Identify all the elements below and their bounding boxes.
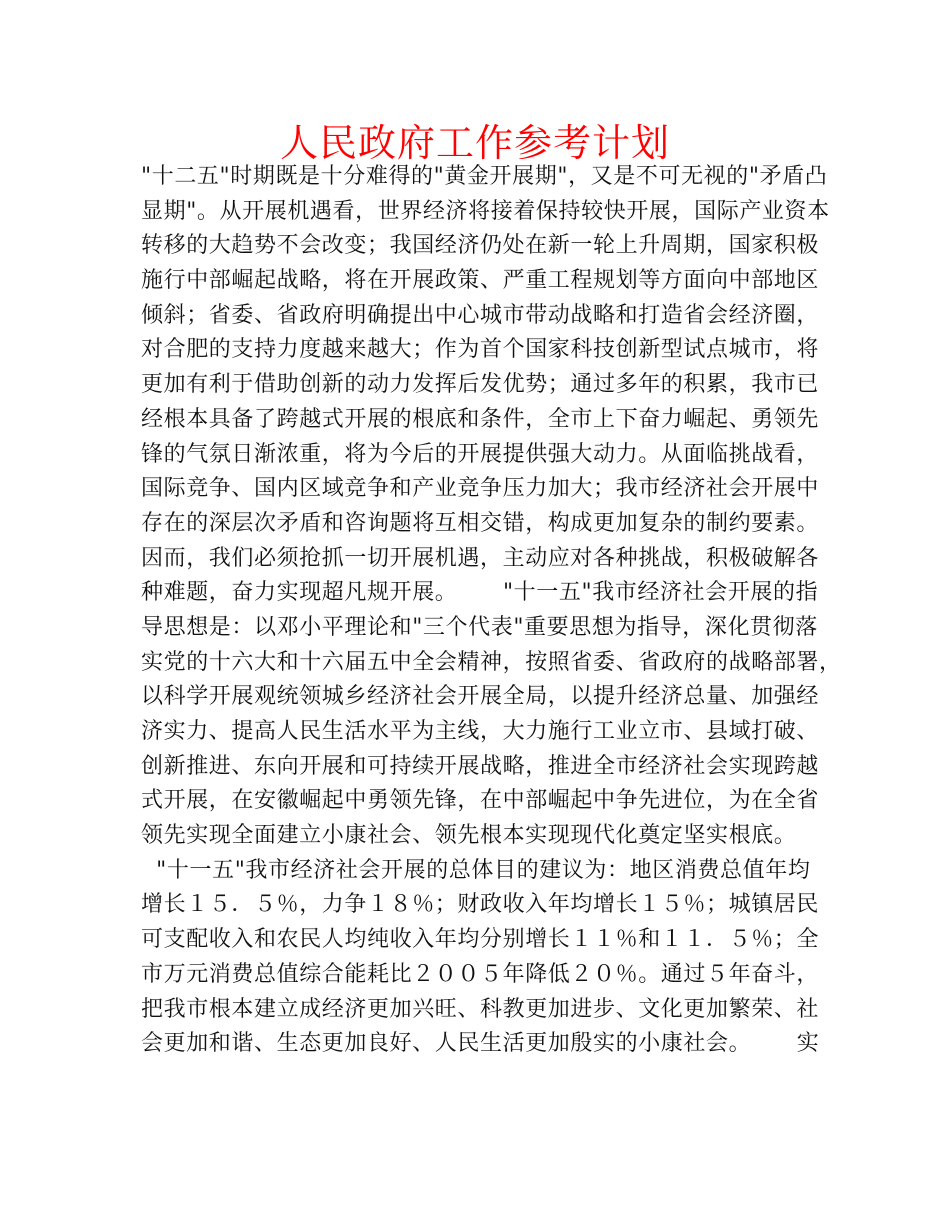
body-line: 显期"。从开展机遇看，世界经济将接着保持较快开展，国际产业资本 bbox=[141, 198, 830, 224]
body-line: 倾斜；省委、省政府明确提出中心城市带动战略和打造省会经济圈， bbox=[141, 302, 820, 328]
body-line: 更加有利于借助创新的动力发挥后发优势；通过多年的积累，我市已 bbox=[141, 372, 820, 398]
body-line: 种难题，奋力实现超凡规开展。 "十一五"我市经济社会开展的指 bbox=[141, 580, 819, 606]
document-title: 人民政府工作参考计划 bbox=[279, 121, 670, 165]
body-line: "十一五"我市经济社会开展的总体目的建议为：地区消费总值年均 bbox=[141, 857, 811, 883]
body-line: 经根本具备了跨越式开展的根底和条件，全市上下奋力崛起、勇领先 bbox=[141, 406, 820, 432]
body-line: 式开展，在安徽崛起中勇领先锋，在中部崛起中争先进位，为在全省 bbox=[141, 788, 820, 814]
body-line: 领先实现全面建立小康社会、领先根本实现现代化奠定坚实根底。 bbox=[141, 823, 797, 849]
body-line: 会更加和谐、生态更加良好、人民生活更加殷实的小康社会。 实 bbox=[141, 1031, 820, 1057]
body-line: 济实力、提高人民生活水平为主线，大力施行工业立市、县域打破、 bbox=[141, 719, 820, 744]
body-line: 转移的大趋势不会改变；我国经济仍处在新一轮上升周期，国家积极 bbox=[141, 233, 820, 259]
body-line: 增长１５．５％，力争１８％；财政收入年均增长１５％；城镇居民 bbox=[141, 892, 820, 918]
body-line: 因而，我们必须抢抓一切开展机遇，主动应对各种挑战，积极破解各 bbox=[141, 545, 820, 571]
body-line: 锋的气氛日渐浓重，将为今后的开展提供强大动力。从面临挑战看， bbox=[141, 441, 820, 467]
body-line: "十二五"时期既是十分难得的"黄金开展期"，又是不可无视的"矛盾凸 bbox=[141, 164, 828, 189]
body-line: 国际竞争、国内区域竞争和产业竞争压力加大；我市经济社会开展中 bbox=[141, 476, 820, 502]
body-line: 施行中部崛起战略，将在开展政策、严重工程规划等方面向中部地区 bbox=[141, 268, 820, 294]
body-line: 实党的十六大和十六届五中全会精神，按照省委、省政府的战略部署， bbox=[141, 649, 842, 675]
document-body bbox=[141, 160, 842, 1062]
body-line: 市万元消费总值综合能耗比２００５年降低２０％。通过５年奋斗， bbox=[141, 961, 820, 987]
body-line: 以科学开展观统领城乡经济社会开展全局，以提升经济总量、加强经 bbox=[141, 684, 820, 710]
body-line: 导思想是：以邓小平理论和"三个代表"重要思想为指导，深化贯彻落 bbox=[141, 614, 818, 640]
body-line: 存在的深层次矛盾和咨询题将互相交错，构成更加复杂的制约要素。 bbox=[141, 510, 820, 536]
body-line: 可支配收入和农民人均纯收入年均分别增长１１％和１１．５％；全 bbox=[141, 927, 820, 953]
body-line: 对合肥的支持力度越来越大；作为首个国家科技创新型试点城市，将 bbox=[141, 337, 820, 363]
body-line: 把我市根本建立成经济更加兴旺、科教更加进步、文化更加繁荣、社 bbox=[141, 996, 820, 1022]
body-line: 创新推进、东向开展和可持续开展战略，推进全市经济社会实现跨越 bbox=[141, 753, 820, 779]
